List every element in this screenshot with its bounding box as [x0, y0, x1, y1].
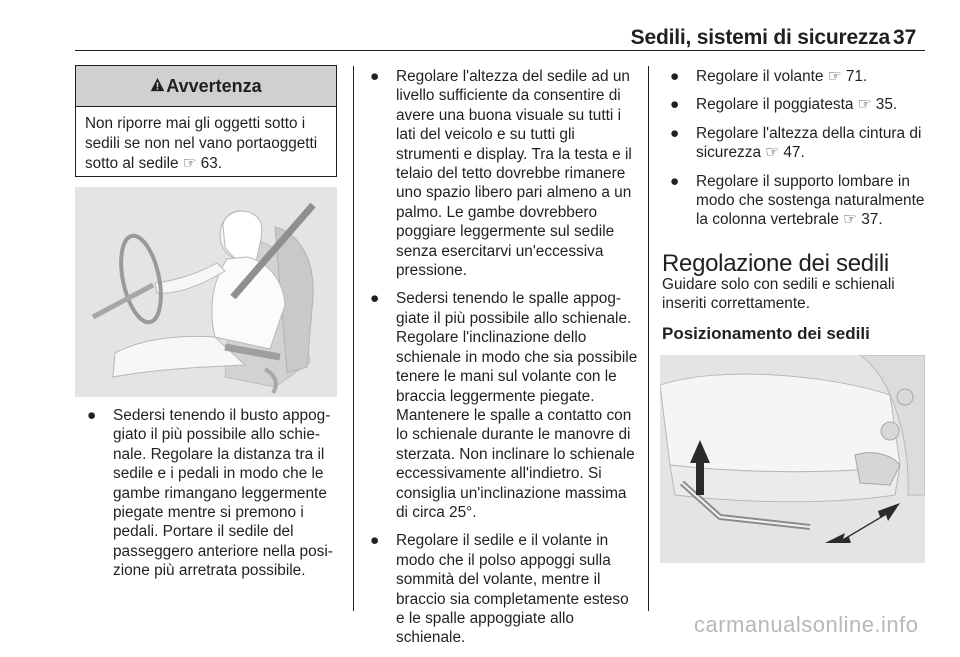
watermark: carmanualsonline.info [694, 612, 919, 637]
list-item: ● Sedersi tenendo il busto appoggiato il più possibile allo schienale. Regolare la distanza tra il sedile e i pedali in modo che le gambe rimangano leggermente piegate mentre si premono i pedali. Portare il sedile del passeggero anteriore nella posizione più arretrata possibile. [87, 407, 333, 580]
list-item: ● Regolare il poggiatesta ☞ 35. [670, 96, 898, 114]
list-item-text: Regolare il volante ☞ 71. [696, 68, 868, 85]
warning-title: Avvertenza [166, 75, 262, 96]
list-item-text: Regolare l'altezza della cintura di sicurezza ☞ 47. [696, 124, 922, 162]
page-header-title: Sedili, sistemi di sicurezza [630, 26, 890, 49]
warning-triangle-icon [150, 76, 166, 97]
header-rule [75, 50, 925, 51]
left-column-list [85, 406, 343, 590]
warning-header [76, 66, 336, 107]
list-item-text: Regolare l'altezza del sedile ad un livello sufficiente da consentire di avere una buona visuale su tutti i lati del veicolo e su tutti gli strumenti e display. Tra la testa e il telaio del tetto dovrebbe rimanere uno spazio libero pari almeno a un palmo. Le gambe dovrebbero poggiare leggermente sul sedile senza esercitarvi un'eccessiva pressione. [396, 68, 632, 280]
column-divider-left [353, 66, 354, 611]
column-divider-right [648, 66, 649, 611]
list-item: ● Regolare il supporto lombare in modo che sostenga naturalmente la colonna vertebrale ☞ 37. [670, 172, 925, 229]
list-item-text: Sedersi tenendo le spalle appoggiate il più possibile allo schienale. Regolare l'inclinazione dello schienale in modo che sia possibile tenere le mani sul volante con le braccia leggermente piegate. Mantenere le spalle a contatto con lo schienale durante le manovre di sterzata. Non inclinare lo schienale eccessivamente all'indietro. Si consiglia un'inclinazione massima di circa 25°. [396, 290, 638, 521]
seat-adjustment-controls-illustration [660, 355, 925, 563]
section-heading: Regolazione dei sedili [662, 250, 889, 277]
subheading: Posizionamento dei sedili [662, 324, 870, 343]
driver-seated-posture-illustration [75, 187, 337, 397]
list-item: ● Regolare l'altezza del sedile ad un livello sufficiente da consentire di avere una buona visuale su tutti i lati del veicolo e su tutti gli strumenti e display. Tra la testa e il telaio del tetto dovrebbe rimanere uno spazio libero pari almeno a un palmo. Le gambe dovrebbero poggiare leggermente sul sedile senza esercitarvi un'eccessiva pressione. [370, 68, 632, 280]
list-item: ● Regolare l'altezza della cintura di sicurezza ☞ 47. [670, 124, 922, 162]
warning-text: Non riporre mai gli oggetti sotto i sedili se non nel vano portaoggetti sotto al sedile ☞ 63. [85, 115, 318, 172]
section-text: Guidare solo con sedili e schienali inseriti correttamente. [662, 276, 895, 313]
middle-column-list [368, 67, 640, 657]
list-item-text: Regolare il poggiatesta ☞ 35. [696, 96, 898, 114]
page-number: 37 [893, 26, 917, 49]
list-item: ● Regolare il volante ☞ 71. [670, 68, 868, 85]
list-item-text: Regolare il supporto lombare in modo che sostenga naturalmente la colonna vertebrale ☞ 37. [696, 172, 925, 229]
warning-box [75, 65, 337, 177]
list-item-text: Sedersi tenendo il busto appoggiato il più possibile allo schienale. Regolare la distanza tra il sedile e i pedali in modo che le gambe rimangano leggermente piegate mentre si premono i pedali. Portare il sedile del passeggero anteriore nella posizione più arretrata possibile. [113, 407, 333, 580]
right-column-list [668, 67, 930, 239]
list-item: ● Sedersi tenendo le spalle appoggiate il più possibile allo schienale. Regolare l'inclinazione dello schienale in modo che sia possibile tenere le mani sul volante con le braccia leggermente piegate. Mantenere le spalle a contatto con lo schienale durante le manovre di sterzata. Non inclinare lo schienale eccessivamente all'indietro. Si consiglia un'inclinazione massima di circa 25°. [370, 290, 638, 521]
list-item: ● Regolare il sedile e il volante in modo che il polso appoggi sulla sommità del volante, mentre il braccio sia completamente esteso e le spalle appoggiate allo schienale. [370, 532, 629, 647]
list-item-text: Regolare il sedile e il volante in modo che il polso appoggi sulla sommità del volante, mentre il braccio sia completamente esteso e le spalle appoggiate allo schienale. [396, 532, 629, 647]
